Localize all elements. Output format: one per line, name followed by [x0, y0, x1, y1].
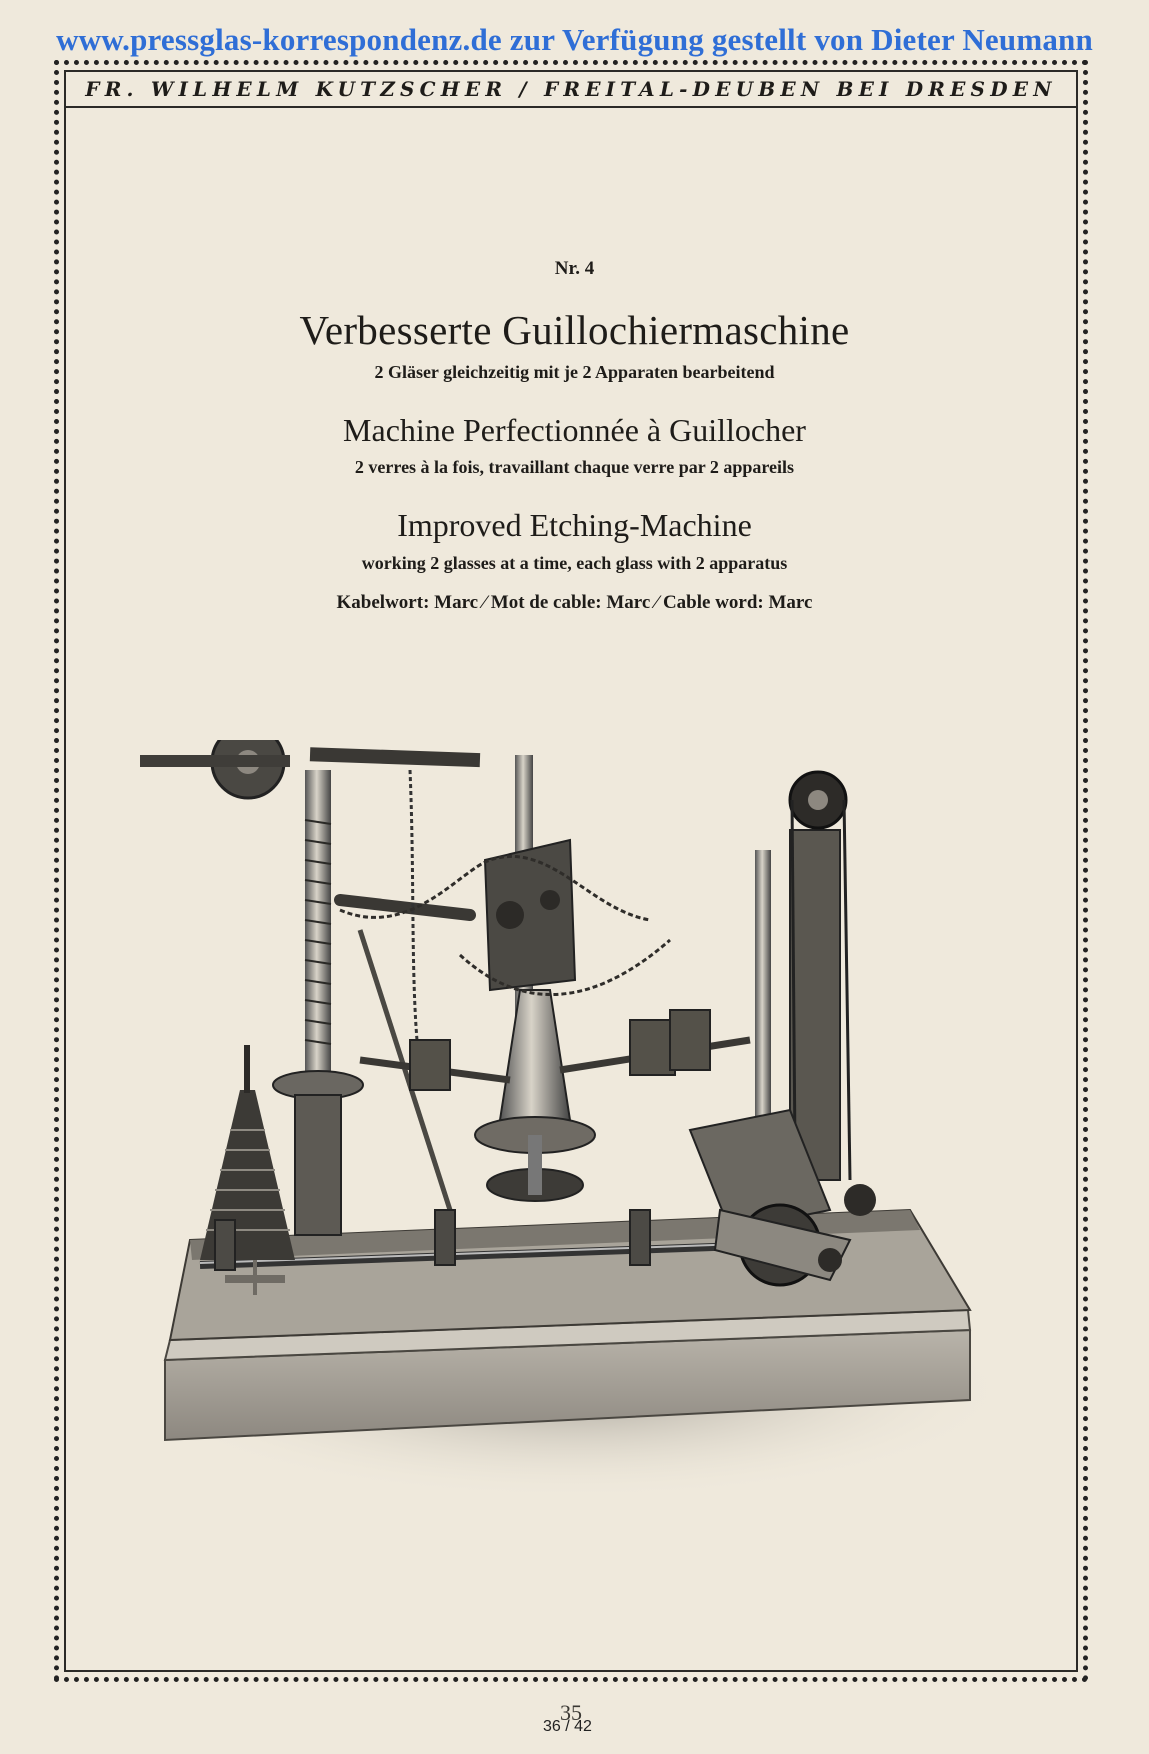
right-frame: [690, 772, 876, 1285]
screw-column: [140, 740, 480, 1235]
subtitle-german: 2 Gläser gleichzeitig mit je 2 Apparaten bearbeitend: [374, 362, 775, 382]
title-english: Improved Etching-Machine: [397, 507, 752, 543]
subtitle-english: working 2 glasses at a time, each glass with 2 apparatus: [361, 553, 788, 573]
subtitle-french: 2 verres à la fois, travaillant chaque verre par 2 appareils: [354, 457, 795, 477]
title-german: Verbesserte Guillochiermaschine: [299, 307, 850, 353]
watermark-link[interactable]: www.pressglas-korrespondenz.de zur Verfügung gestellt von Dieter Neumann: [56, 22, 1093, 57]
cable-word-line: Kabelwort: Marc ⁄ Mot de cable: Marc ⁄ Cable word: Marc: [336, 592, 813, 613]
item-number: Nr. 4: [554, 258, 595, 279]
printed-page-number: 35: [560, 1700, 582, 1725]
machine-illustration: [130, 740, 1020, 1500]
pdf-page-indicator: 36 / 42: [543, 1718, 592, 1735]
company-header: FR. WILHELM KUTZSCHER / FREITAL-DEUBEN BEI DRESDEN: [66, 72, 1076, 108]
title-french: Machine Perfectionnée à Guillocher: [343, 412, 806, 448]
